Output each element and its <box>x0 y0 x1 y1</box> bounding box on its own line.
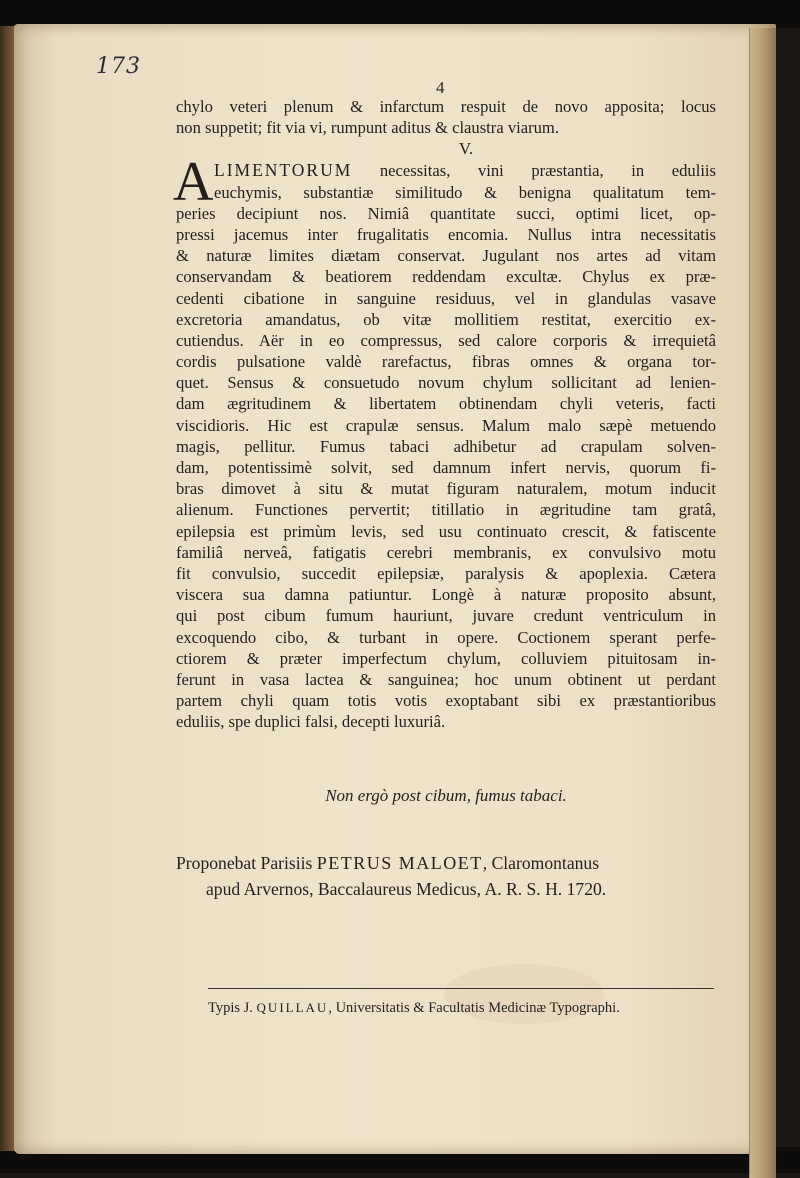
text-line: viscidioris. Hic est crapulæ sensus. Malum malo sæpè metuendo <box>176 415 716 435</box>
text-line: eduliis, spe duplici falsi, decepti luxuriâ. <box>176 712 446 732</box>
text-line: excoquendo cibo, & turbant in opere. Coctionem sperant perfe- <box>176 627 716 647</box>
text-line: bras dimovet à situ & mutat figuram naturalem, motum inducit <box>176 479 716 499</box>
text-line: dam, potentissimè solvit, sed damnum infert nervis, quorum fi- <box>176 458 716 477</box>
paragraph <box>173 151 716 732</box>
handwritten-folio-number: 173 <box>96 54 141 79</box>
opening-word: LIMENTORUM <box>214 160 353 181</box>
text-line: alienum. Functiones pervertit; titillatio in ægritudine tam gratâ, <box>176 500 716 520</box>
text-line: partem chyli quam totis votis exoptabant sibi ex præstantioribus <box>176 691 716 711</box>
printer-name: QUILLAU <box>256 1000 329 1015</box>
proponent-name: PETRUS MALOET <box>316 853 483 873</box>
text-line: cutiendus. Aër in eo compressus, sed calore corporis & irrequietâ <box>176 330 716 350</box>
text-line: cedenti cibatione in sanguine residuus, vel in glandulas vasave <box>176 288 716 308</box>
text-line: peries decipiunt nos. Nimiâ quantitate succi, optimi licet, op- <box>176 203 716 223</box>
text-fragment: necessitas, vini præstantia, in eduliis <box>379 161 716 181</box>
proponent-suffix: , Claromontanus <box>482 853 600 873</box>
proponent-line-1 <box>176 850 716 876</box>
text-line: & naturæ limites diætam conservat. Jugulant nos artes ad vitam <box>176 246 716 266</box>
text-line: euchymis, substantiæ similitudo & benigna qualitatum tem- <box>214 182 716 202</box>
printer-suffix: , Universitatis & Facultatis Medicinæ Typographi. <box>328 1000 620 1016</box>
proponent-block <box>176 850 716 902</box>
drop-capital: A <box>173 151 214 214</box>
text-line: quet. Sensus & consuetudo novum chylum sollicitant ad lenien- <box>176 373 716 393</box>
body-text <box>173 96 716 732</box>
text-line <box>176 160 716 181</box>
text-line: fit convulsio, succedit epilepsiæ, paralysis & apoplexia. Cætera <box>176 563 716 583</box>
text-line: familiâ nerveâ, fatigatis cerebri membranis, ex convulsivo motu <box>176 542 716 562</box>
text-line: pressi jacemus inter frugalitatis encomia. Nullus intra necessitatis <box>176 224 716 244</box>
proponent-line-2: apud Arvernos, Baccalaureus Medicus, A. R. S. H. 1720. <box>206 879 607 899</box>
text-line: ferunt in vasa lactea & sanguinea; hoc unum obtinent ut perdant <box>176 669 716 689</box>
printer-prefix: Typis J. <box>208 1000 253 1016</box>
text-line: ctiorem & præter imperfectum chylum, colluviem pituitosam in- <box>176 648 716 668</box>
text-line: viscera sua damna patiuntur. Longè à naturæ proposito absunt, <box>176 585 716 605</box>
horizontal-rule <box>208 988 714 989</box>
text-line: magis, pellitur. Fumus tabaci adhibetur ad crapulam solven- <box>176 436 716 456</box>
text-line: non suppetit; fit via vi, rumpunt aditus & claustra viarum. <box>176 118 559 138</box>
text-line: qui post cibum fumum hauriunt, juvare credunt ventriculum in <box>176 606 716 626</box>
page-number: 4 <box>436 78 445 97</box>
conclusion-statement: Non ergò post cibum, fumus tabaci. <box>325 786 567 805</box>
printer-imprint <box>208 1000 728 1017</box>
section-number: V. <box>458 139 474 159</box>
next-page-edge <box>749 28 776 1178</box>
text-line: dam ægritudinem & libertatem obtinendam chyli veteris, facti <box>176 394 716 414</box>
proponent-prefix: Proponebat Parisiis <box>176 853 313 873</box>
text-line: chylo veteri plenum & infarctum respuit de novo apposita; locus <box>176 97 716 116</box>
text-line: cordis pulsatione valdè rarefactus, fibras omnes & organa tor- <box>176 352 716 372</box>
text-line: excretoria amandatus, ob vitæ mollitiem restitat, exercitio ex- <box>176 309 716 329</box>
text-line: epilepsia est primùm levis, sed usu continuato crescit, & fatiscente <box>176 521 716 541</box>
text-line: conservandam & beatiorem reddendam excultæ. Chylus ex præ- <box>176 267 716 287</box>
